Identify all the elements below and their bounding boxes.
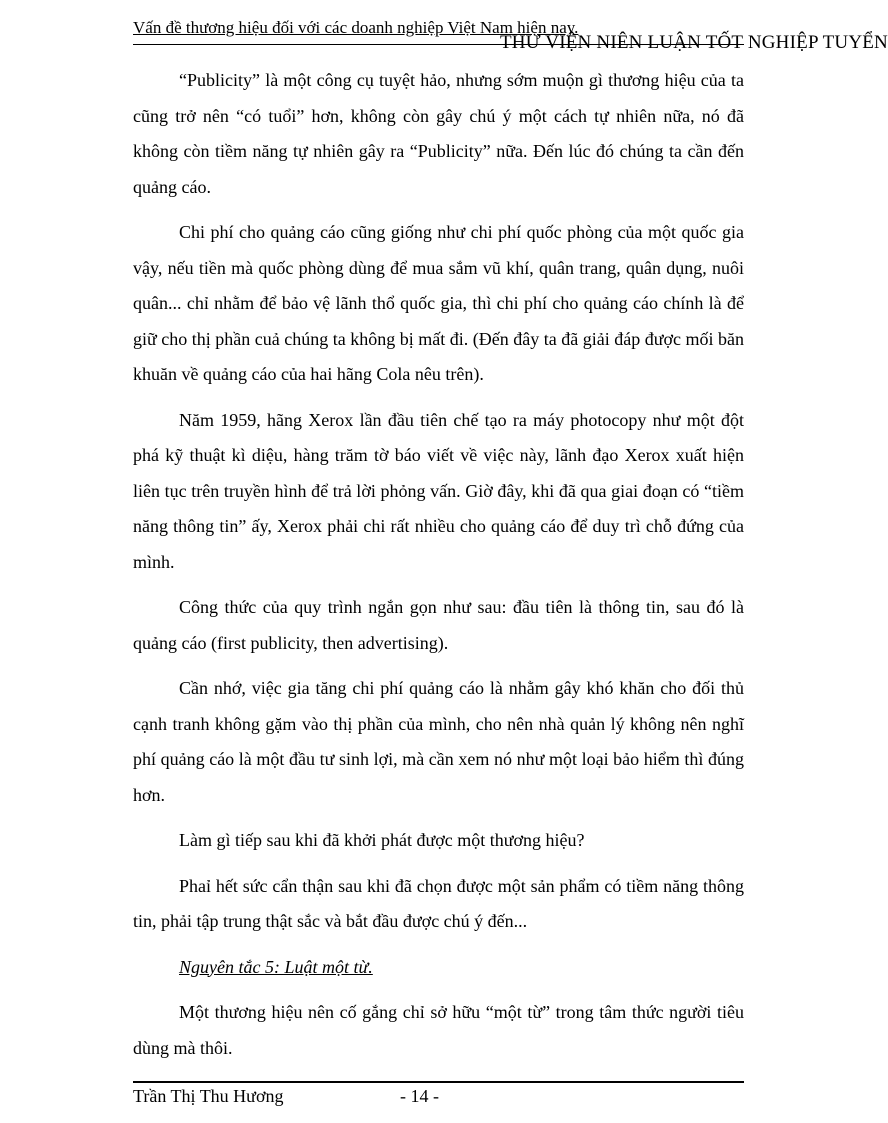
header-watermark: THƯ VIỆN NIÊN LUẬN TỐT NGHIỆP TUYỂN [500, 32, 888, 53]
body-paragraph: “Publicity” là một công cụ tuyệt hảo, nhưng sớm muộn gì thương hiệu của ta cũng trở nên “có tuổi” hơn, không còn gây chú ý một cách tự nhiên nữa, nó đã không còn tiềm năng tự nhiên gây ra “Publicity” nữa. Đến lúc đó chúng ta cần đến quảng cáo. [133, 70, 744, 197]
body-paragraph: Một thương hiệu nên cố gắng chỉ sở hữu “một từ” trong tâm thức người tiêu dùng mà thôi. [133, 1002, 744, 1058]
footer-rule [133, 1081, 744, 1083]
body-paragraph: Cần nhớ, việc gia tăng chi phí quảng cáo là nhằm gây khó khăn cho đối thủ cạnh tranh không gặm vào thị phần của mình, cho nên nhà quản lý không nên nghĩ phí quảng cáo là một đầu tư sinh lợi, mà cần xem nó như một loại bảo hiểm thì đúng hơn. [133, 678, 744, 805]
header-rule [133, 44, 744, 45]
body-paragraph: Phaỉ hết sức cẩn thận sau khi đã chọn được một sản phẩm có tiềm năng thông tin, phải tập trung thật sắc và bắt đầu được chú ý đến... [133, 875, 744, 931]
body-paragraph: Chi phí cho quảng cáo cũng giống như chi phí quốc phòng của một quốc gia vậy, nếu tiền mà quốc phòng dùng để mua sắm vũ khí, quân trang, quân dụng, nuôi quân... chỉ nhằm để bảo vệ lãnh thổ quốc gia, thì chi phí cho quảng cáo chính là để giữ cho thị phần cuả chúng ta không bị mất đi. (Đến đây ta đã giải đáp được mối băn khuăn về quảng cáo của hai hãng Cola nêu trên). [133, 222, 744, 384]
page-header-title: Vấn đề thương hiệu đối với các doanh nghiệp Việt Nam hiện nay. [133, 18, 579, 37]
document-body [133, 63, 744, 1066]
page-number: - 14 - [400, 1086, 439, 1106]
body-paragraph: Năm 1959, hãng Xerox lần đầu tiên chế tạo ra máy photocopy như một đột phá kỹ thuật kì diệu, hàng trăm tờ báo viết về việc này, lãnh đạo Xerox xuất hiện liên tục trên truyền hình để trả lời phỏng vấn. Giờ đây, khi đã qua giai đoạn có “tiềm năng thông tin” ấy, Xerox phải chi rất nhiều cho quảng cáo để duy trì chỗ đứng của mình. [133, 409, 744, 572]
footer-author: Trần Thị Thu Hương [133, 1086, 284, 1106]
body-paragraph: Làm gì tiếp sau khi đã khởi phát được một thương hiệu? [179, 830, 585, 850]
section-heading: Nguyên tắc 5: Luật một từ. [179, 956, 373, 977]
body-paragraph: Công thức của quy trình ngắn gọn như sau: đầu tiên là thông tin, sau đó là quảng cáo (first publicity, then advertising). [133, 597, 744, 653]
